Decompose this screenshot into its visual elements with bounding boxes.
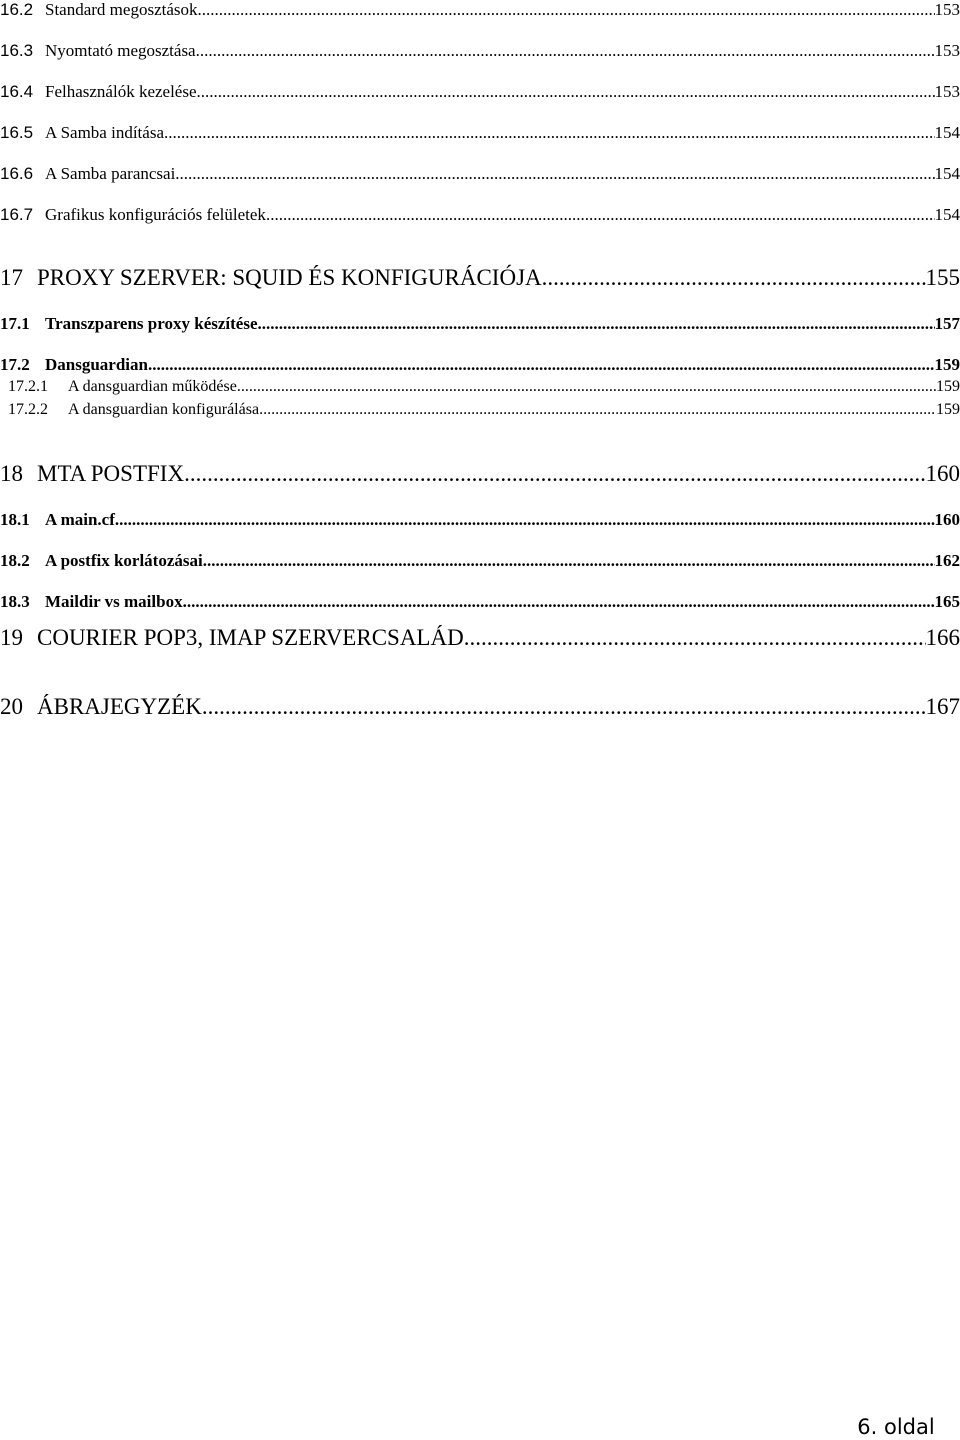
toc-entry-16-3[interactable] [0, 41, 960, 61]
toc-title: Dansguardian [45, 355, 148, 374]
toc-entry-17-2[interactable] [0, 355, 960, 375]
toc-title: MTA POSTFIX [37, 461, 185, 486]
toc-page: 159 [934, 355, 960, 374]
toc-title: A Samba parancsai [45, 164, 176, 183]
dot-leader [202, 694, 926, 720]
toc-number: 18.1 [0, 510, 30, 529]
toc-title: PROXY SZERVER: SQUID ÉS KONFIGURÁCIÓJA [37, 265, 542, 290]
toc-number: 17.2 [0, 355, 30, 374]
toc-page: 159 [936, 401, 960, 418]
dot-leader [259, 401, 936, 419]
dot-leader [197, 82, 935, 102]
toc-number: 16.6 [0, 164, 34, 183]
toc-page: 157 [934, 314, 960, 333]
toc-page: 154 [934, 123, 960, 142]
toc-number: 19 [0, 625, 23, 650]
toc-title: A Samba indítása [45, 123, 164, 142]
dot-leader [542, 265, 926, 291]
toc-number: 16.4 [0, 82, 34, 101]
page-footer [0, 1415, 960, 1439]
toc-title: Nyomtató megosztása [45, 41, 196, 60]
toc-entry-17-2-2[interactable] [8, 401, 960, 419]
toc-title: Maildir vs mailbox [45, 592, 183, 611]
dot-leader [266, 205, 935, 225]
toc-entry-18-3[interactable] [0, 592, 960, 612]
toc-page: 160 [934, 510, 960, 529]
toc-entry-18-1[interactable] [0, 510, 960, 530]
dot-leader [115, 510, 935, 530]
dot-leader [184, 461, 925, 487]
toc-title: A main.cf [45, 510, 115, 529]
toc-title: Felhasználók kezelése [45, 82, 197, 101]
toc-number: 20 [0, 694, 23, 719]
toc-number: 18.2 [0, 551, 30, 570]
toc-number: 17.2.2 [8, 401, 48, 418]
toc-page: 165 [934, 592, 960, 611]
toc-entry-16-6[interactable] [0, 164, 960, 184]
toc-page: 153 [934, 41, 960, 60]
toc-page: 162 [934, 551, 960, 570]
toc-page: 154 [934, 205, 960, 224]
toc-entry-17[interactable] [0, 265, 960, 291]
toc-number: 17.1 [0, 314, 30, 333]
toc-page: 160 [925, 461, 960, 486]
toc-entry-17-1[interactable] [0, 314, 960, 334]
toc-title: COURIER POP3, IMAP SZERVERCSALÁD [37, 625, 464, 650]
toc-entry-19[interactable] [0, 625, 960, 651]
dot-leader [258, 314, 935, 334]
toc-page: 155 [925, 265, 960, 290]
dot-leader [164, 123, 935, 143]
toc-title: ÁBRAJEGYZÉK [37, 694, 202, 719]
toc-entry-20[interactable] [0, 694, 960, 720]
dot-leader [237, 378, 936, 396]
toc-entry-18[interactable] [0, 461, 960, 487]
dot-leader [198, 0, 935, 20]
toc-page: 154 [934, 164, 960, 183]
toc-number: 18 [0, 461, 23, 486]
toc-number: 16.5 [0, 123, 34, 142]
toc-entry-16-4[interactable] [0, 82, 960, 102]
toc-number: 16.3 [0, 41, 34, 60]
dot-leader [183, 592, 935, 612]
dot-leader [175, 164, 934, 184]
toc-number: 18.3 [0, 592, 30, 611]
toc-number: 17.2.1 [8, 378, 48, 395]
toc-title: Transzparens proxy készítése [45, 314, 258, 333]
dot-leader [464, 625, 926, 651]
toc-title: Grafikus konfigurációs felületek [45, 205, 266, 224]
toc-number: 17 [0, 265, 23, 290]
toc-number: 16.2 [0, 0, 34, 19]
dot-leader [196, 41, 935, 61]
toc-title: A postfix korlátozásai [45, 551, 203, 570]
toc-title: A dansguardian konfigurálása [68, 401, 260, 418]
page-number-label: 6. oldal [857, 1415, 935, 1439]
toc-entry-18-2[interactable] [0, 551, 960, 571]
toc-title: A dansguardian működése [68, 378, 237, 395]
toc-entry-16-5[interactable] [0, 123, 960, 143]
toc-page: 153 [934, 82, 960, 101]
toc-title: Standard megosztások [45, 0, 198, 19]
toc-number: 16.7 [0, 205, 34, 224]
toc-page: 167 [925, 694, 960, 719]
dot-leader [148, 355, 935, 375]
toc-page: 159 [936, 378, 960, 395]
toc-entry-17-2-1[interactable] [8, 378, 960, 396]
toc-page: 153 [934, 0, 960, 19]
toc-page: 166 [925, 625, 960, 650]
dot-leader [203, 551, 935, 571]
toc-entry-16-2[interactable] [0, 0, 960, 20]
toc-entry-16-7[interactable] [0, 205, 960, 225]
